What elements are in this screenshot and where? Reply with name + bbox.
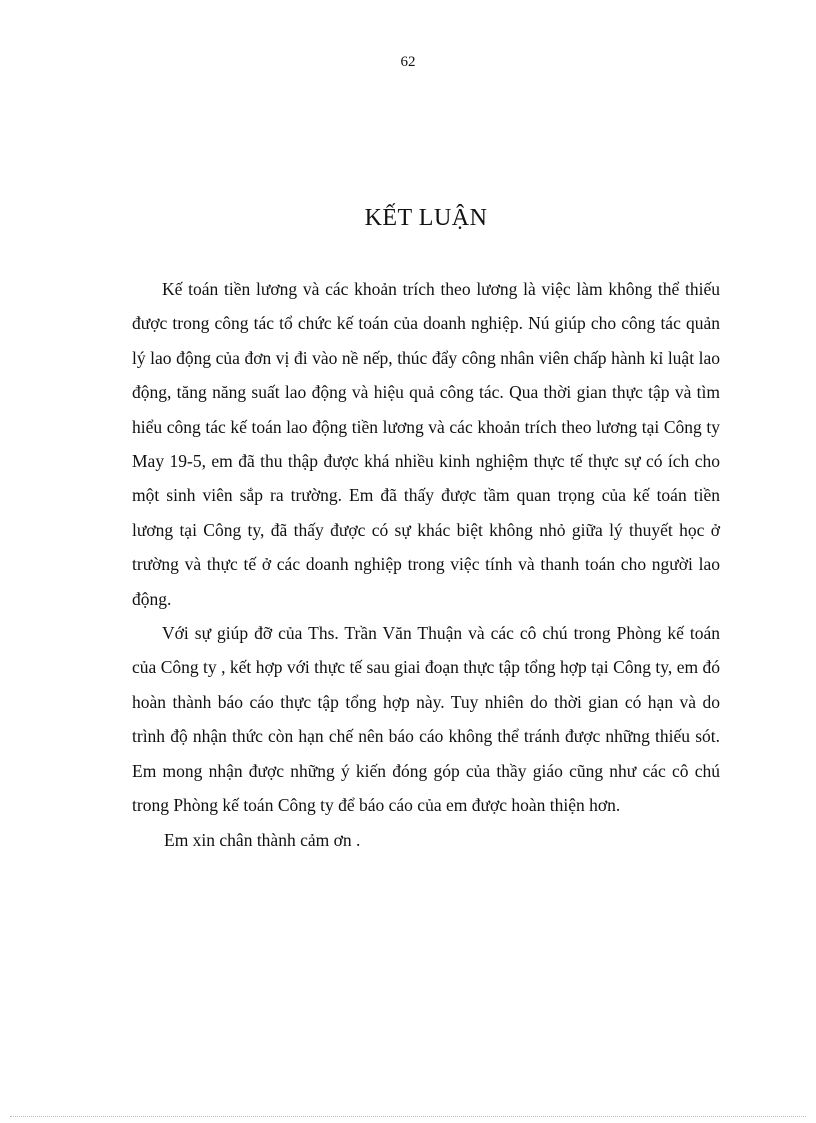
page-number: 62 [400,54,416,70]
closing-line: Em xin chân thành cảm ơn . [164,829,361,850]
paragraph-2: Với sự giúp đỡ của Ths. Trần Văn Thuận và các cô chú trong Phòng kế toán của Công ty , kết hợp với thực tế sau giai đoạn thực tập tổng hợp tại Công ty, em đó hoàn thành báo cáo thực tập tổng hợp này. Tuy nhiên do thời gian có hạn và do trình độ nhận thức còn hạn chế nên báo cáo không thể tránh được những thiếu sót. Em mong nhận được những ý kiến đóng góp của thầy giáo cũng như các cô chú trong Phòng kế toán Công ty để báo cáo của em được hoàn thiện hơn. [132,623,720,816]
paragraph-1: Kế toán tiền lương và các khoản trích theo lương là việc làm không thể thiếu được trong công tác tổ chức kế toán của doanh nghiệp. Nú giúp cho công tác quản lý lao động của đơn vị đi vào nề nếp, thúc đẩy công nhân viên chấp hành kỉ luật lao động, tăng năng suất lao động và hiệu quả công tác. Qua thời gian thực tập và tìm hiểu công tác kế toán lao động tiền lương và các khoản trích theo lương tại Công ty May 19-5, em đã thu thập được khá nhiều kinh nghiệm thực tế thực sự có ích cho một sinh viên sắp ra trường. Em đã thấy được tầm quan trọng của kế toán tiền lương tại Công ty, đã thấy được có sự khác biệt không nhỏ giữa lý thuyết học ở trường và thực tế ở các doanh nghiệp trong việc tính và thanh toán cho người lao động. [132,279,720,609]
footer-divider [10,1116,806,1117]
page-title: KẾT LUẬN [364,205,488,231]
body-text [132,272,720,857]
